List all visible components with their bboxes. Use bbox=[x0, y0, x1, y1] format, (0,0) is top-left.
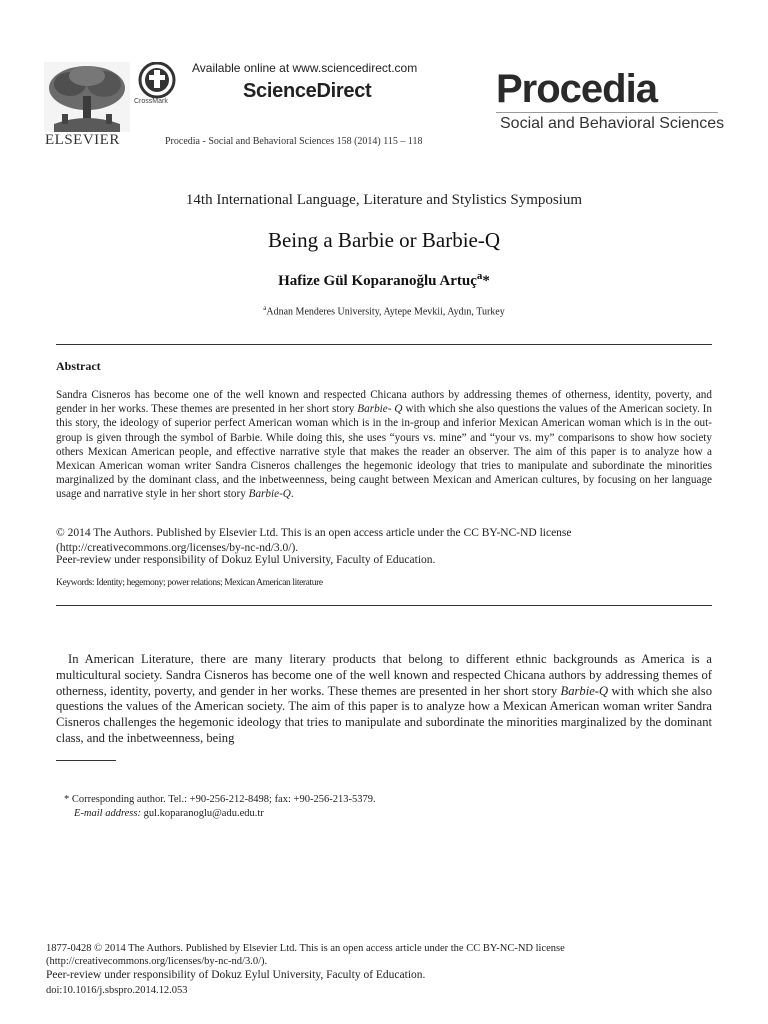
intro-text-part: In American Literature, there are many literary products that belong to different ethnic backgrounds as America is a multicultural society. Sandra Cisneros has become one of the well known and respected Chicana authors by addressing themes of otherness, identity, poverty, and gender in her works. These themes are presented in her short story bbox=[56, 652, 712, 698]
abstract-text-part: Sandra Cisneros has become one of the well known and respected Chicana authors by addressing themes of otherness, identity, poverty, and gender in her works. These themes are presented in her short story bbox=[56, 389, 712, 416]
corresponding-author-note: * Corresponding author. Tel.: +90-256-212-8498; fax: +90-256-213-5379. bbox=[64, 794, 376, 805]
paper-title: Being a Barbie or Barbie-Q bbox=[267, 228, 501, 252]
footer-peer-review: Peer-review under responsibility of Dokuz Eylul University, Faculty of Education. bbox=[46, 969, 426, 981]
footnote-rule bbox=[56, 760, 116, 761]
author-line bbox=[0, 270, 768, 290]
publisher-name: ELSEVIER bbox=[45, 132, 120, 148]
crossmark-label: CrossMark bbox=[134, 98, 168, 105]
procedia-subtitle: Social and Behavioral Sciences bbox=[500, 115, 725, 132]
intro-text-part: with which she also questions the values of the American society. The aim of this paper is to analyze how a Mexican American woman writer Sandra Cisneros challenges the hegemonic ideology that tries to manipulate and subordinate the minorities marginalized by the dominant class, and the inbetweenness, being bbox=[56, 683, 712, 745]
abstract-story-title: Barbie- Q bbox=[357, 403, 403, 416]
elsevier-tree-logo bbox=[44, 62, 130, 132]
peer-review-notice: Peer-review under responsibility of Dokuz Eylul University, Faculty of Education. bbox=[56, 554, 436, 566]
affiliation-text: Adnan Menderes University, Aytepe Mevkii, Aydın, Turkey bbox=[266, 306, 505, 318]
intro-story-title: Barbie-Q bbox=[560, 683, 609, 698]
email-note bbox=[74, 808, 264, 819]
corresponding-star: * bbox=[482, 273, 490, 289]
symposium-name: 14th International Language, Literature and Stylistics Symposium bbox=[185, 192, 583, 208]
footer-license-link[interactable]: (http://creativecommons.org/licenses/by-nc-nd/3.0/). bbox=[46, 956, 268, 967]
doi[interactable]: doi:10.1016/j.sbspro.2014.12.053 bbox=[46, 985, 188, 996]
procedia-logo: Procedia bbox=[496, 67, 657, 111]
abstract-top-rule bbox=[56, 344, 712, 345]
sciencedirect-logo: ScienceDirect bbox=[243, 80, 372, 102]
author-affiliation-marker: a bbox=[476, 270, 483, 282]
issn-copyright-line: 1877-0428 © 2014 The Authors. Published by Elsevier Ltd. This is an open access article under the CC BY-NC-ND license bbox=[46, 943, 565, 954]
available-online-text: Available online at www.sciencedirect.com bbox=[192, 61, 418, 75]
abstract-text-part: with which she also questions the values of the American society. In this story, the ideology of superior perfect American woman which is in the in-group and inferior Mexican American woman which is in the out-group is given through the symbol of Barbie. While doing this, she uses “yours vs. mine” and “your vs. my” comparisons to show how society others Mexican American people, and effective narrative style that makes the reader an observer. The aim of this paper is to analyze how a Mexican American woman writer Sandra Cisneros challenges the hegemonic ideology that tries to manipulate and subordinate the minorities marginalized by the dominant class, and the inbetweenness, being caught between Mexican and American cultures, by focusing on her language usage and narrative style in her short story bbox=[56, 403, 712, 501]
affiliation-marker: a bbox=[263, 304, 267, 312]
affiliation-line bbox=[0, 304, 768, 317]
email-address[interactable]: gul.koparanoglu@adu.edu.tr bbox=[143, 808, 264, 819]
abstract-text-end: . bbox=[290, 488, 294, 501]
keywords: Keywords: Identity; hegemony; power relations; Mexican American literature bbox=[56, 578, 323, 588]
abstract-bottom-rule bbox=[56, 605, 712, 606]
license-link[interactable]: (http://creativecommons.org/licenses/by-nc-nd/3.0/). bbox=[56, 541, 299, 554]
introduction-paragraph bbox=[56, 652, 712, 747]
abstract-story-title: Barbie-Q bbox=[248, 488, 291, 501]
procedia-divider bbox=[496, 112, 718, 113]
abstract-text bbox=[56, 388, 712, 502]
copyright-notice bbox=[56, 526, 712, 555]
abstract-heading: Abstract bbox=[56, 359, 101, 373]
copyright-line: © 2014 The Authors. Published by Elsevier Ltd. This is an open access article under the CC BY-NC-ND license bbox=[56, 527, 572, 539]
author-name: Hafize Gül Koparanoğlu Artuç bbox=[278, 273, 477, 289]
email-label: E-mail address: bbox=[74, 808, 141, 819]
journal-citation: Procedia - Social and Behavioral Sciences 158 (2014) 115 – 118 bbox=[165, 136, 423, 147]
